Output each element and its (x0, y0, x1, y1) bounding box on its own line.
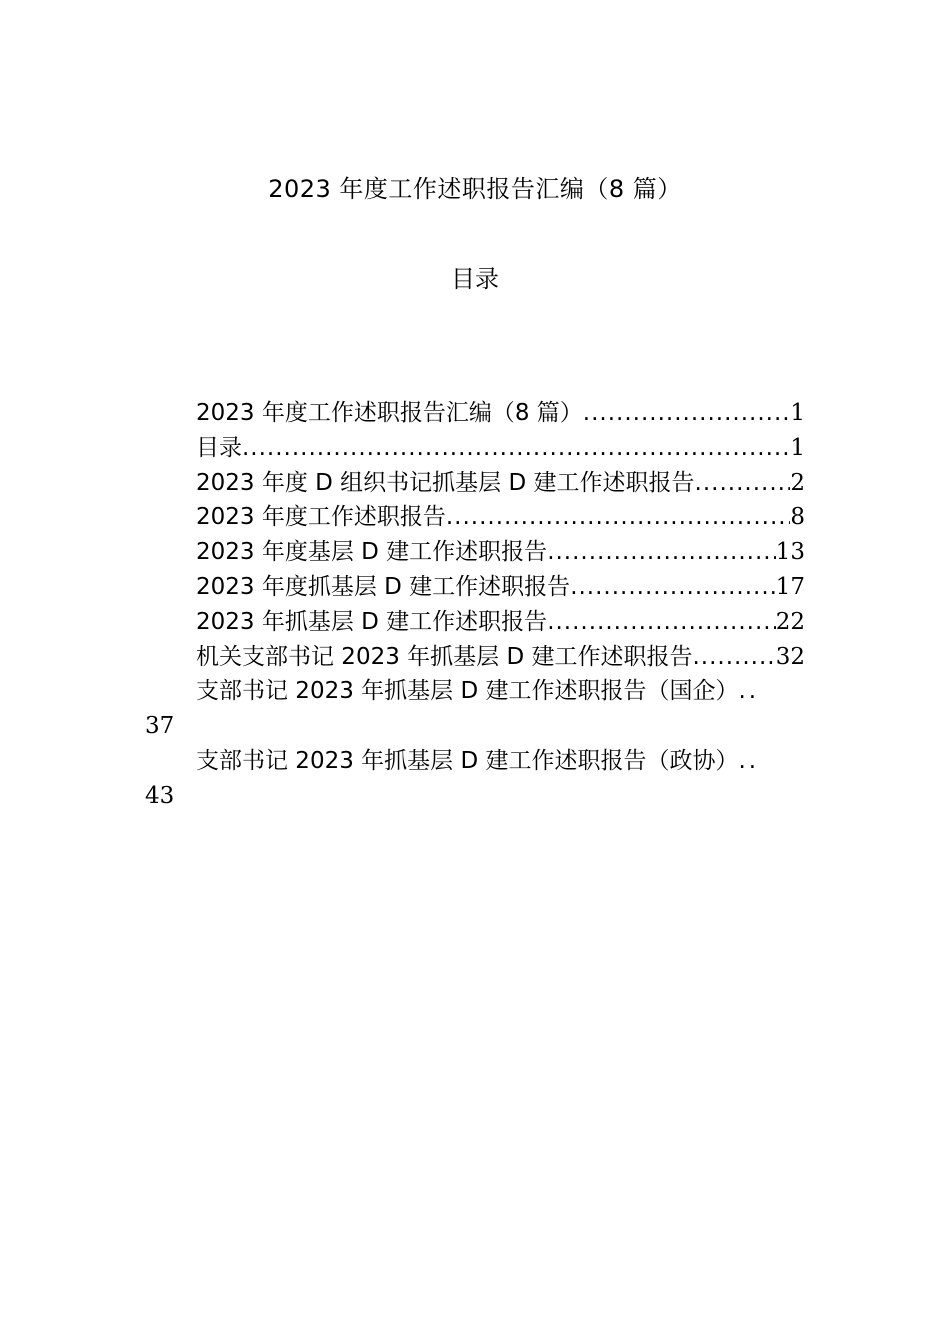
toc-entry[interactable] (145, 570, 805, 605)
document-title: 2023 年度工作述职报告汇编（8 篇） (268, 175, 682, 203)
toc-entry[interactable] (145, 674, 805, 744)
toc-dot-leader (570, 570, 776, 605)
toc-entry-text: 2023 年抓基层 D 建工作述职报告 (196, 608, 548, 635)
toc-entry-text: 目录 (196, 434, 242, 461)
toc-heading: 目录 (451, 265, 499, 293)
toc-entry[interactable] (145, 605, 805, 640)
toc-entry[interactable] (145, 466, 805, 501)
toc-page-number: 22 (775, 608, 805, 635)
toc-page-number: 2 (790, 469, 805, 496)
toc-page-number: 17 (775, 573, 805, 600)
toc-entry-text: 2023 年度工作述职报告 (196, 504, 446, 531)
toc-entry-text: 2023 年度基层 D 建工作述职报告 (196, 539, 548, 566)
toc-dot-leader (693, 640, 776, 675)
toc-entry-text: 机关支部书记 2023 年抓基层 D 建工作述职报告 (196, 643, 693, 670)
toc-page-number: 37 (145, 713, 175, 740)
toc-entry[interactable] (145, 396, 805, 431)
toc-page-number: 1 (790, 400, 805, 426)
toc-dot-leader (446, 500, 791, 535)
toc-entry-text: 支部书记 2023 年抓基层 D 建工作述职报告（国企） (196, 678, 739, 705)
toc-entry-text: 支部书记 2023 年抓基层 D 建工作述职报告（政协） (196, 747, 739, 774)
toc-page-number: 13 (775, 539, 805, 566)
toc-page-number: 8 (790, 504, 805, 531)
toc-entry[interactable] (145, 744, 805, 814)
toc-entry-text: 2023 年度抓基层 D 建工作述职报告 (196, 573, 571, 600)
toc-entry-text: 2023 年度 D 组织书记抓基层 D 建工作述职报告 (196, 469, 695, 496)
toc-dot-leader (547, 535, 776, 570)
toc-dot-leader: .. (738, 747, 760, 774)
toc-entry[interactable] (145, 535, 805, 570)
toc-page-number: 32 (775, 643, 805, 670)
toc-entry[interactable] (145, 640, 805, 675)
toc-dot-leader: .. (738, 678, 760, 705)
toc-entry[interactable] (145, 500, 805, 535)
toc-entry[interactable] (145, 431, 805, 466)
table-of-contents (145, 396, 805, 814)
toc-dot-leader (547, 605, 776, 640)
toc-page-number: 1 (790, 434, 805, 461)
toc-page-number: 43 (145, 782, 175, 809)
toc-dot-leader (242, 431, 790, 466)
toc-dot-leader (695, 466, 791, 501)
toc-entry-text: 2023 年度工作述职报告汇编（8 篇） (196, 400, 583, 426)
toc-dot-leader (583, 396, 791, 431)
